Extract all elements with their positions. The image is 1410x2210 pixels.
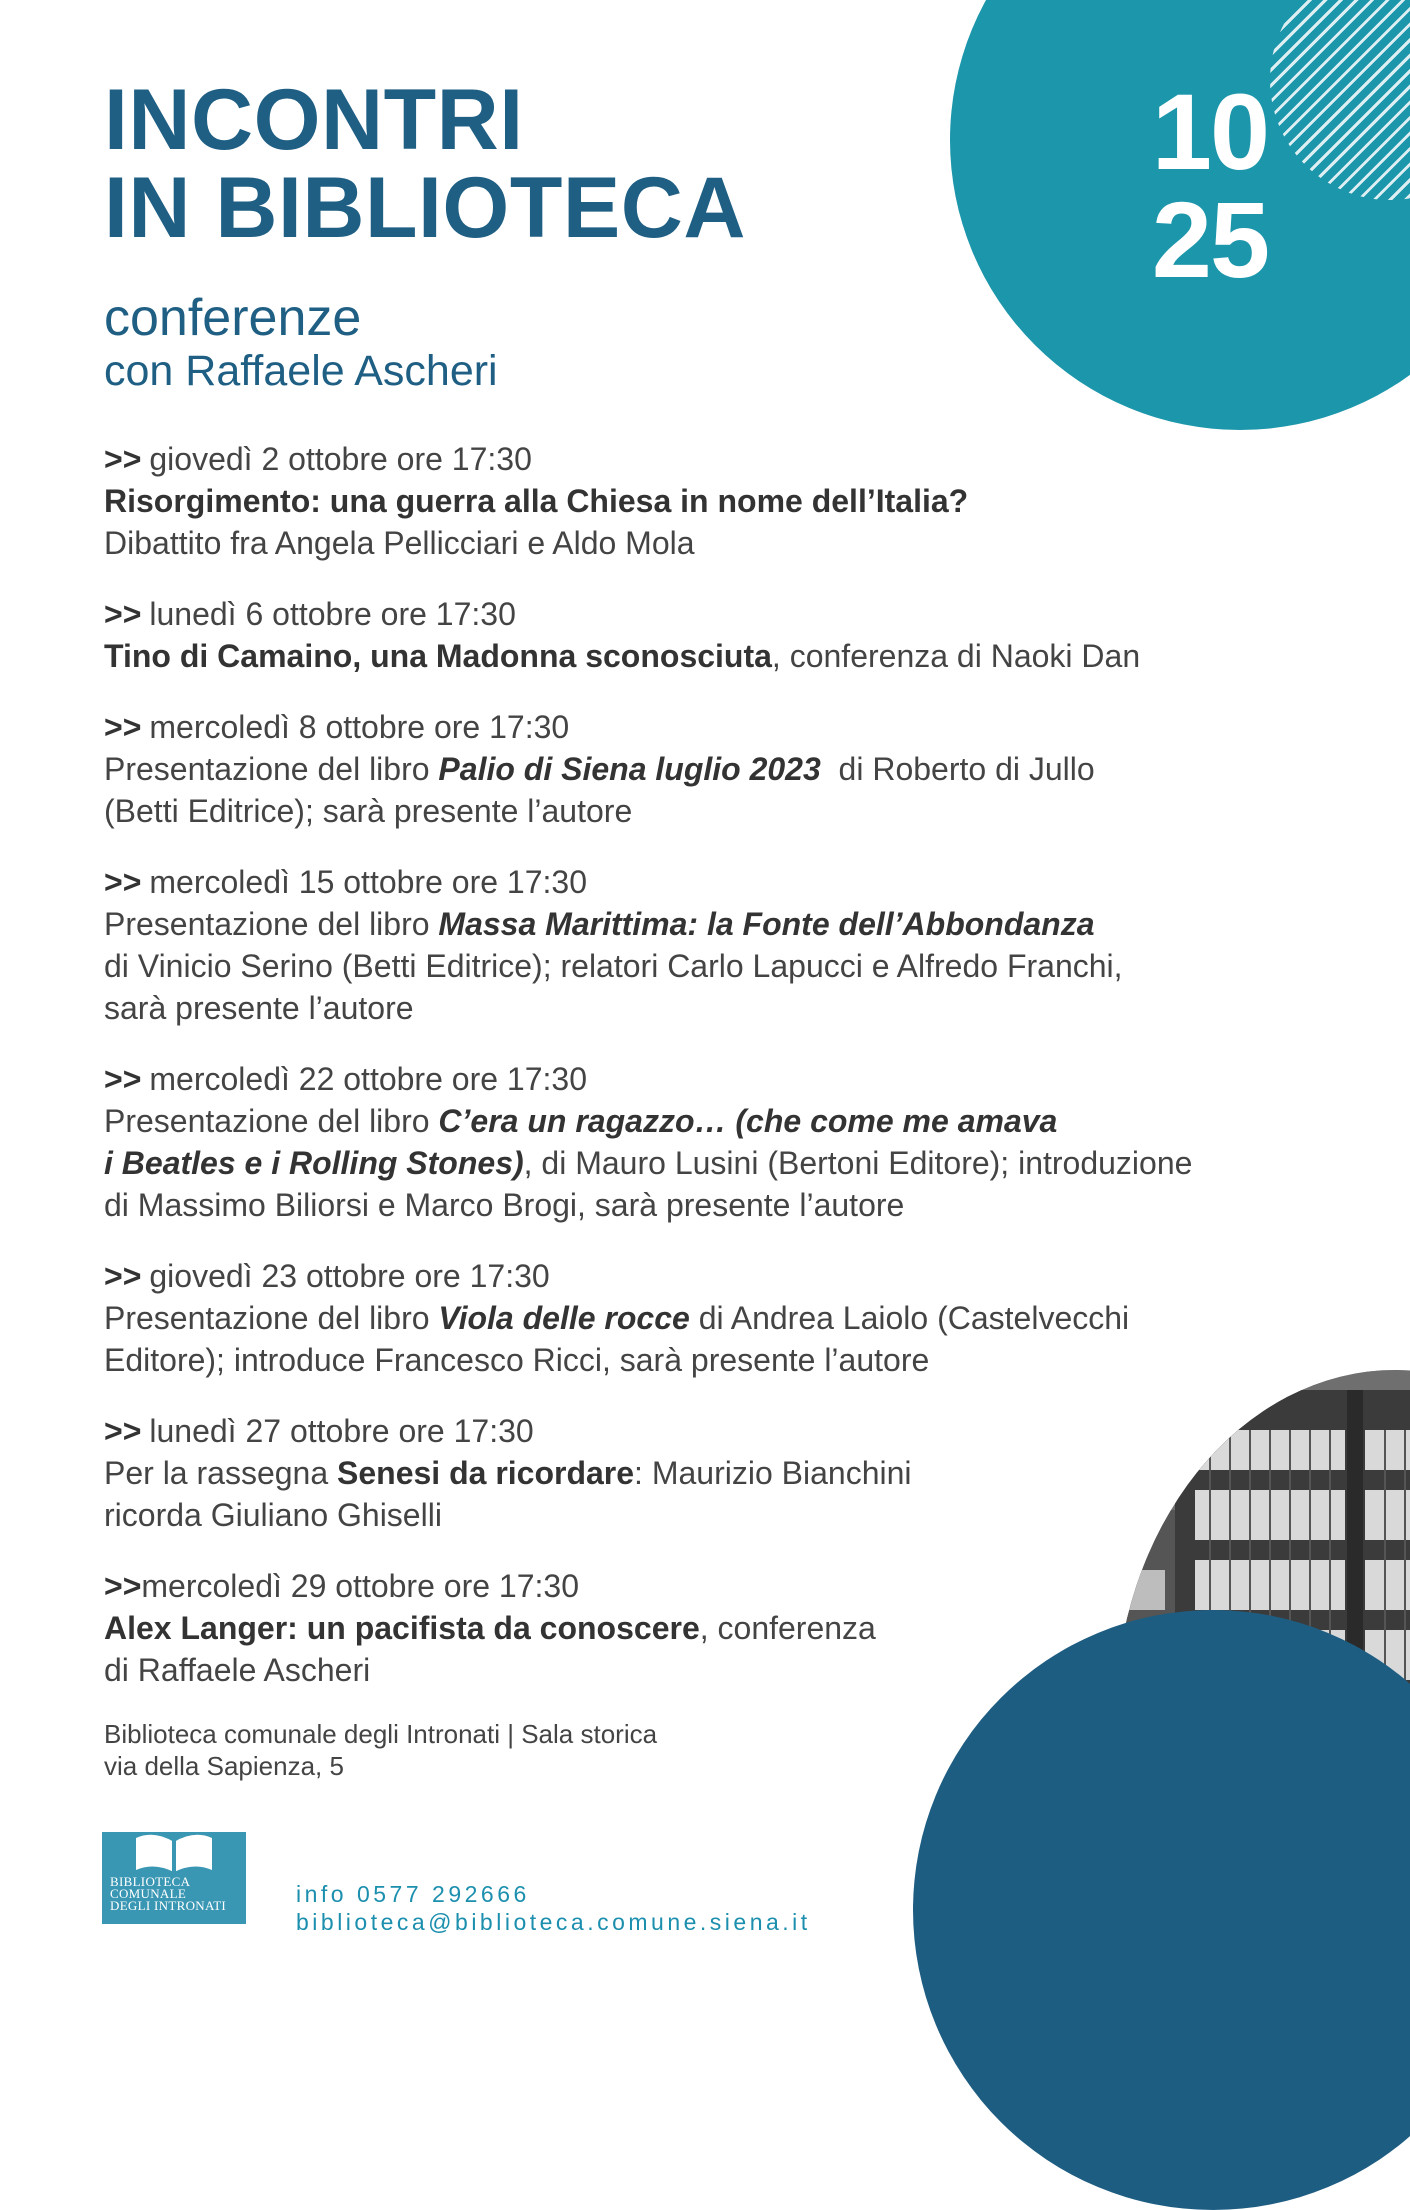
event-prefix: Per la rassegna — [104, 1455, 338, 1491]
venue-info — [104, 1718, 657, 1782]
event-desc: di Raffaele Ascheri — [104, 1652, 371, 1688]
event-prefix: Presentazione del libro — [104, 751, 439, 787]
event-title: Alex Langer: un pacifista da conoscere — [104, 1610, 700, 1646]
event-desc: , conferenza di Naoki Dan — [771, 638, 1141, 674]
subtitle-speaker: con Raffaele Ascheri — [104, 347, 498, 395]
title-line-2: IN BIBLIOTECA — [104, 160, 746, 256]
event-desc: Editore); introduce Francesco Ricci, sarà presente l’autore — [104, 1342, 930, 1378]
event-when: giovedì 2 ottobre ore 17:30 — [149, 441, 532, 477]
subtitle: conferenze — [104, 289, 362, 347]
arrow-marker: >> — [104, 709, 142, 745]
event-desc: Dibattito fra Angela Pellicciari e Aldo Mola — [104, 525, 695, 561]
event-desc: sarà presente l’autore — [104, 990, 414, 1026]
event-item — [104, 1255, 1334, 1381]
event-title: Tino di Camaino, una Madonna sconosciuta — [104, 638, 772, 674]
arrow-marker: >> — [104, 1413, 142, 1449]
event-title: C’era un ragazzo… (che come me amava — [438, 1103, 1058, 1139]
logo-text — [110, 1876, 246, 1912]
event-desc: , conferenza — [699, 1610, 876, 1646]
logo-line-1: BIBLIOTECA — [110, 1874, 191, 1889]
contact-email[interactable]: biblioteca@biblioteca.comune.siena.it — [296, 1909, 811, 1935]
event-desc: di Vinicio Serino (Betti Editrice); relatori Carlo Lapucci e Alfredo Franchi, — [104, 948, 1123, 984]
event-title: Viola delle rocce — [438, 1300, 690, 1336]
contact-phone: info 0577 292666 — [296, 1881, 530, 1907]
event-when: lunedì 27 ottobre ore 17:30 — [149, 1413, 534, 1449]
logo-line-3: DEGLI INTRONATI — [110, 1898, 227, 1913]
event-item — [104, 861, 1334, 1029]
event-desc: di Roberto di Jullo — [820, 751, 1095, 787]
event-title: Senesi da ricordare — [337, 1455, 635, 1491]
event-desc: , di Mauro Lusini (Bertoni Editore); introduzione — [523, 1145, 1193, 1181]
event-desc: di Andrea Laiolo (Castelvecchi — [689, 1300, 1130, 1336]
arrow-marker: >> — [104, 441, 142, 477]
event-desc: : Maurizio Bianchini — [634, 1455, 912, 1491]
arrow-marker: >> — [104, 1061, 142, 1097]
event-desc: (Betti Editrice); sarà presente l’autore — [104, 793, 633, 829]
event-prefix: Presentazione del libro — [104, 1300, 439, 1336]
date-year: 25 — [1151, 179, 1269, 300]
event-item — [104, 438, 1334, 564]
book-icon — [102, 1832, 246, 1878]
event-item — [104, 706, 1334, 832]
arrow-marker: >> — [104, 864, 142, 900]
event-title: Risorgimento: una guerra alla Chiesa in nome dell’Italia? — [104, 483, 969, 519]
event-desc: di Massimo Biliorsi e Marco Brogi, sarà presente l’autore — [104, 1187, 905, 1223]
event-desc: ricorda Giuliano Ghiselli — [104, 1497, 442, 1533]
event-title: Palio di Siena luglio 2023 — [438, 751, 821, 787]
logo-line-2: COMUNALE — [110, 1886, 187, 1901]
venue-name: Biblioteca comunale degli Intronati | Sala storica — [104, 1719, 658, 1749]
library-logo — [102, 1832, 246, 1924]
events-list — [104, 438, 1334, 1720]
arrow-marker: >> — [104, 1258, 142, 1294]
event-when: lunedì 6 ottobre ore 17:30 — [149, 596, 516, 632]
event-title: Massa Marittima: la Fonte dell’Abbondanza — [438, 906, 1095, 942]
contact-info — [296, 1880, 811, 1936]
event-when: mercoledì 15 ottobre ore 17:30 — [149, 864, 587, 900]
venue-address: via della Sapienza, 5 — [104, 1751, 344, 1781]
event-when: mercoledì 8 ottobre ore 17:30 — [149, 709, 570, 745]
date-month: 10 — [1151, 71, 1269, 192]
event-prefix: Presentazione del libro — [104, 906, 439, 942]
event-when: mercoledì 29 ottobre ore 17:30 — [141, 1568, 579, 1604]
arrow-marker: >> — [104, 596, 142, 632]
event-prefix: Presentazione del libro — [104, 1103, 439, 1139]
page-title — [104, 72, 746, 256]
event-when: mercoledì 22 ottobre ore 17:30 — [149, 1061, 587, 1097]
arrow-marker: >> — [104, 1568, 142, 1604]
event-item — [104, 1410, 1334, 1536]
title-line-1: INCONTRI — [104, 72, 524, 168]
event-title-cont: i Beatles e i Rolling Stones) — [104, 1145, 524, 1181]
event-when: giovedì 23 ottobre ore 17:30 — [149, 1258, 550, 1294]
event-item — [104, 593, 1334, 677]
event-item — [104, 1058, 1334, 1226]
